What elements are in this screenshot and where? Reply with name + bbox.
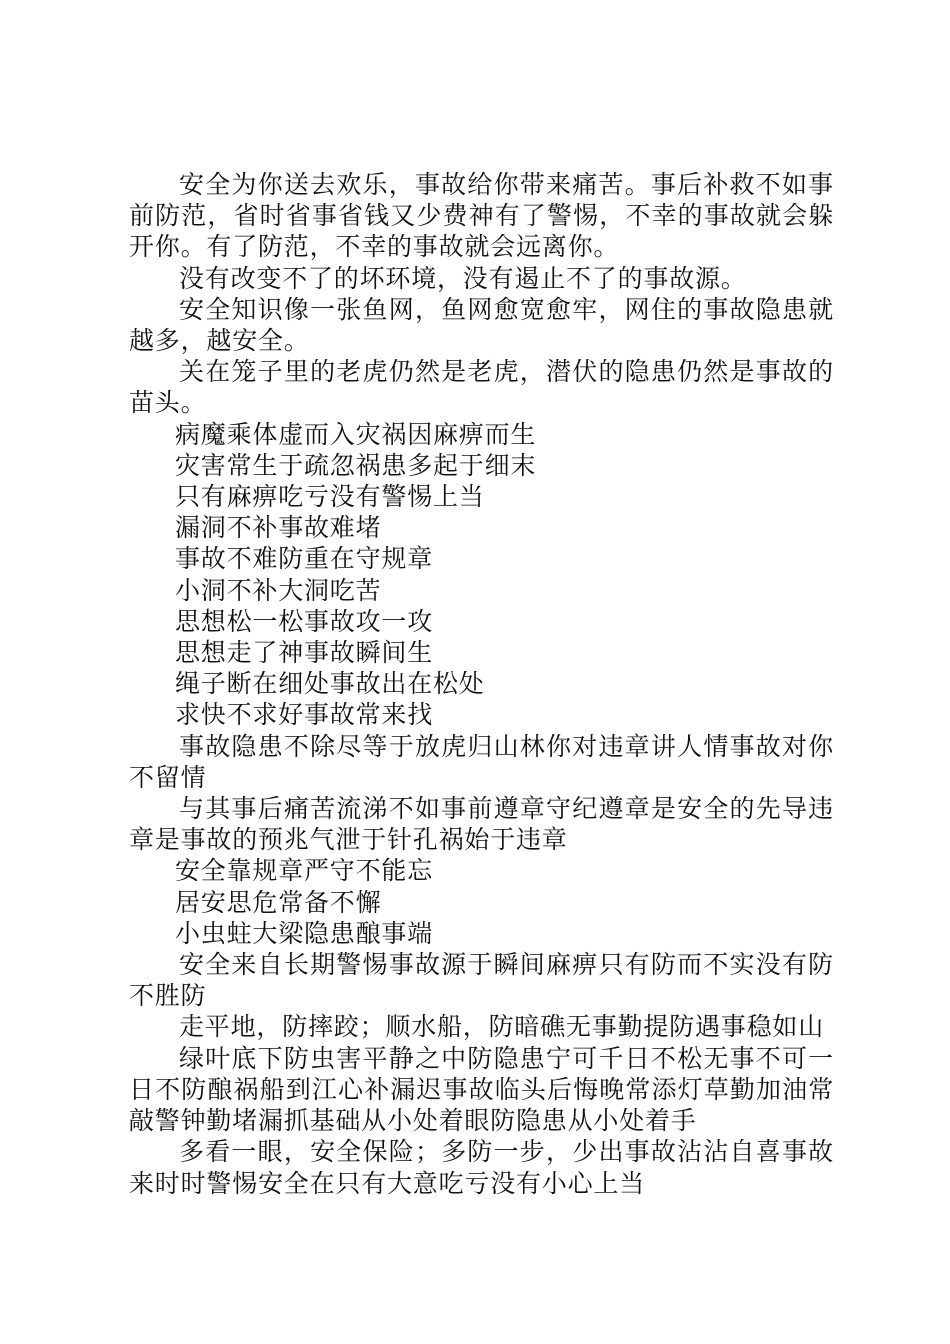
- paragraph: 小虫蛀大梁隐患酿事端: [175, 918, 434, 948]
- paragraph: 只有麻痹吃亏没有警惕上当: [175, 482, 485, 512]
- paragraph: 思想走了神事故瞬间生: [175, 638, 434, 668]
- paragraph: 关在笼子里的老虎仍然是老虎，潜伏的隐患仍然是事故的苗头。: [129, 357, 834, 418]
- paragraph: 没有改变不了的坏环境，没有遏止不了的事故源。: [179, 263, 747, 293]
- paragraph: 小洞不补大洞吃苦: [175, 575, 382, 605]
- paragraph: 事故隐患不除尽等于放虎归山林你对违章讲人情事故对你不留情: [129, 731, 834, 792]
- paragraph: 多看一眼，安全保险；多防一步，少出事故沾沾自喜事故来时时警惕安全在只有大意吃亏没有小心上当: [129, 1137, 834, 1198]
- paragraph: 事故不难防重在守规章: [175, 544, 434, 574]
- paragraph: 病魔乘体虚而入灾祸因麻痹而生: [175, 419, 537, 449]
- paragraph: 安全来自长期警惕事故源于瞬间麻痹只有防而不实没有防不胜防: [129, 950, 834, 1011]
- document-body: [129, 169, 834, 1199]
- paragraph: 灾害常生于疏忽祸患多起于细末: [175, 450, 537, 480]
- paragraph: 安全为你送去欢乐，事故给你带来痛苦。事后补救不如事前防范，省时省事省钱又少费神有了警惕，不幸的事故就会躲开你。有了防范，不幸的事故就会远离你。: [129, 170, 834, 262]
- paragraph: 求快不求好事故常来找: [175, 700, 434, 730]
- paragraph: 绿叶底下防虫害平静之中防隐患宁可千日不松无事不可一日不防酿祸船到江心补漏迟事故临头后悔晚常添灯草勤加油常敲警钟勤堵漏抓基础从小处着眼防隐患从小处着手: [129, 1043, 834, 1136]
- paragraph: 安全知识像一张鱼网，鱼网愈宽愈牢，网住的事故隐患就越多，越安全。: [129, 294, 834, 356]
- paragraph: 走平地，防摔跤；顺水船，防暗礁无事勤提防遇事稳如山: [179, 1012, 825, 1042]
- paragraph: 绳子断在细处事故出在松处: [175, 669, 485, 699]
- paragraph: 漏洞不补事故难堵: [175, 513, 382, 543]
- paragraph: 与其事后痛苦流涕不如事前遵章守纪遵章是安全的先导违章是事故的预兆气泄于针孔祸始于违章: [129, 794, 834, 855]
- paragraph: 思想松一松事故攻一攻: [175, 606, 434, 636]
- paragraph: 安全靠规章严守不能忘: [175, 856, 434, 886]
- paragraph: 居安思危常备不懈: [175, 887, 382, 917]
